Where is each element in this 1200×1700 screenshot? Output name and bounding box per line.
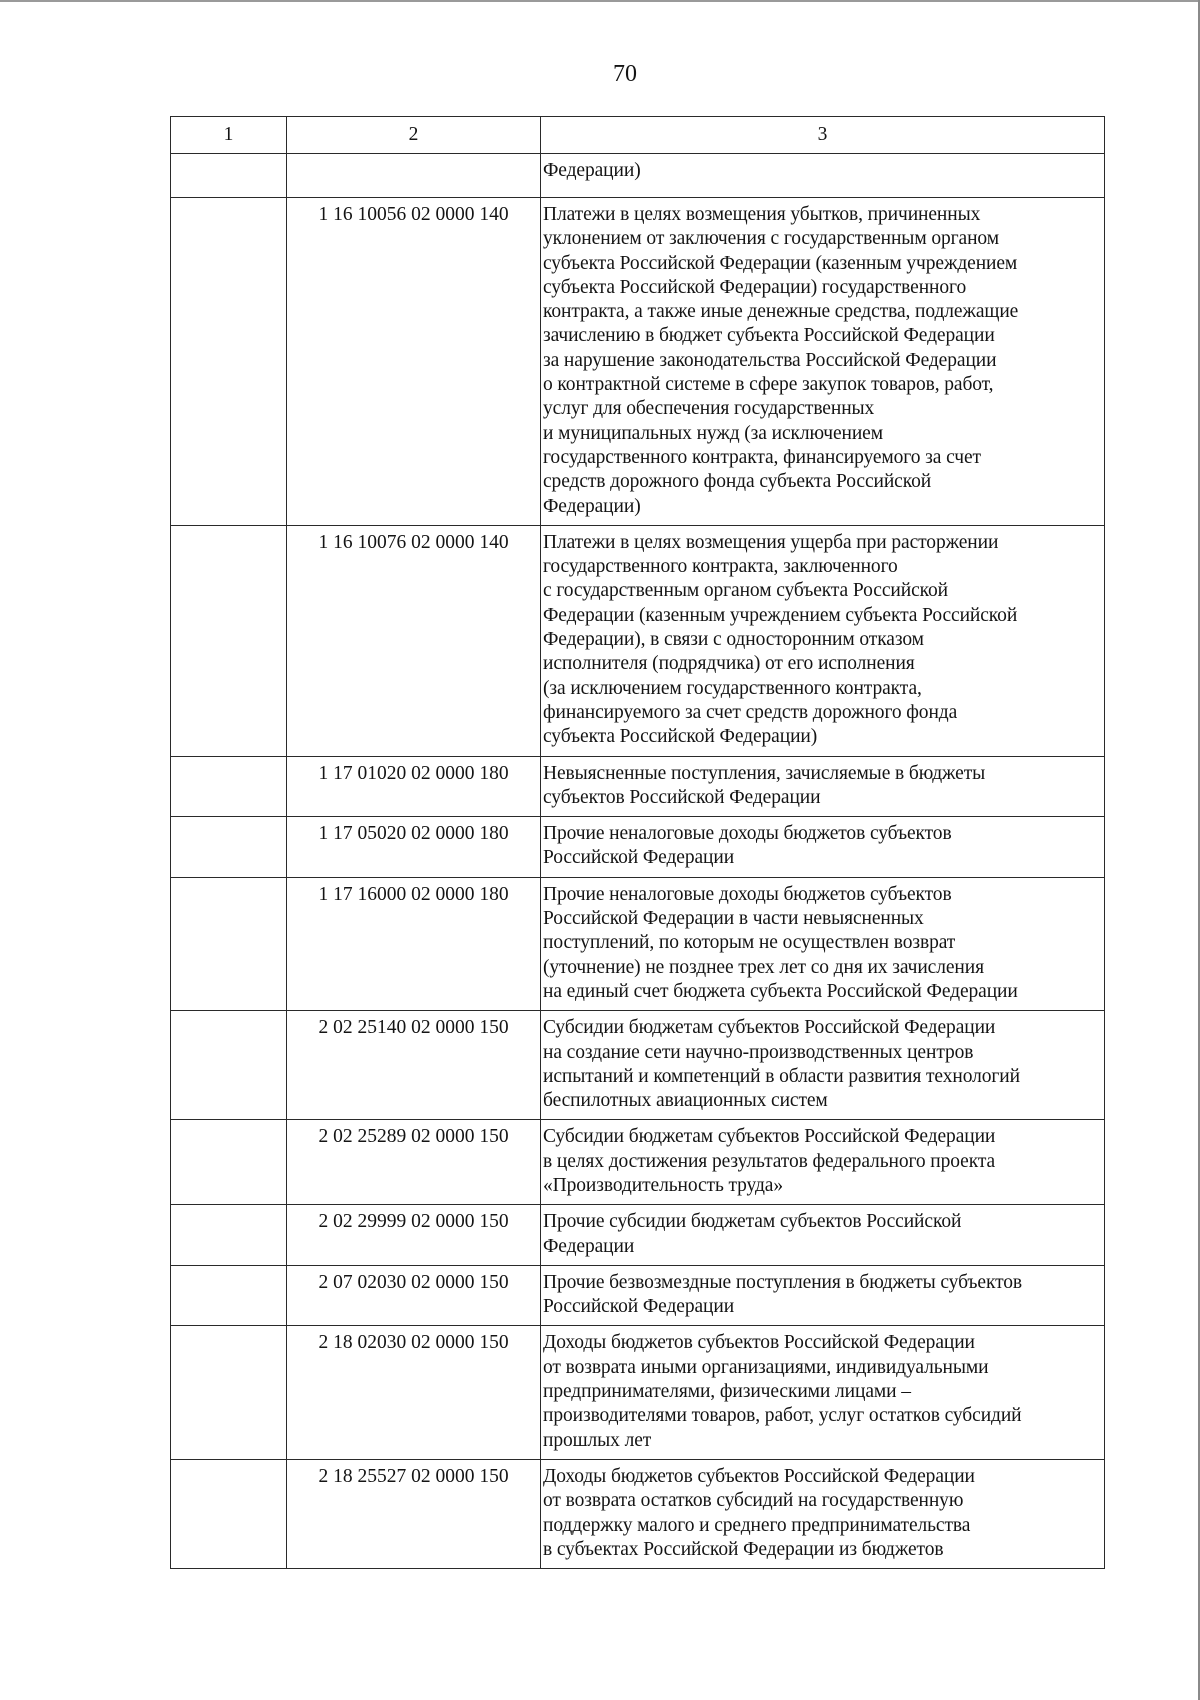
- table-cell-empty: [171, 756, 287, 817]
- continuation-row: [171, 154, 1105, 198]
- table-row: [171, 1459, 1105, 1568]
- table-row: [171, 1205, 1105, 1266]
- table-row: [171, 877, 1105, 1010]
- description-cell: Невыясненные поступления, зачисляемые в бюджеты субъектов Российской Федерации: [541, 756, 1105, 817]
- table-cell-empty: [171, 198, 287, 526]
- budget-codes-table: [170, 116, 1105, 1569]
- table-row: [171, 198, 1105, 526]
- page-number: 70: [613, 61, 637, 87]
- column-header-2: 2: [287, 117, 541, 154]
- table-row: [171, 525, 1105, 756]
- table-header-row: [171, 117, 1105, 154]
- description-cell: Платежи в целях возмещения ущерба при расторжении государственного контракта, заключенного с государственным органом субъекта Российской Федерации (казенным учреждением субъекта Российской Федерации), в связи с односторонним отказом исполнителя (подрядчика) от его исполнения (за исключением государственного контракта, финансируемого за счет средств дорожного фонда субъекта Российской Федерации): [541, 525, 1105, 756]
- budget-code-cell: 2 07 02030 02 0000 150: [287, 1265, 541, 1326]
- budget-code-cell: 1 16 10076 02 0000 140: [287, 525, 541, 756]
- table-cell-empty: [171, 154, 287, 198]
- description-cell: Прочие неналоговые доходы бюджетов субъектов Российской Федерации в части невыясненных поступлений, по которым не осуществлен возврат (уточнение) не позднее трех лет со дня их зачисления на единый счет бюджета субъекта Российской Федерации: [541, 877, 1105, 1010]
- table-row: [171, 1265, 1105, 1326]
- description-cell: Платежи в целях возмещения убытков, причиненных уклонением от заключения с государственным органом субъекта Российской Федерации (казенным учреждением субъекта Российской Федерации) государственного контракта, а также иные денежные средства, подлежащие зачислению в бюджет субъекта Российской Федерации за нарушение законодательства Российской Федерации о контрактной системе в сфере закупок товаров, работ, услуг для обеспечения государственных и муниципальных нужд (за исключением государственного контракта, финансируемого за счет средств дорожного фонда субъекта Российской Федерации): [541, 198, 1105, 526]
- table-cell-empty: [171, 1120, 287, 1205]
- budget-code-cell: 2 18 02030 02 0000 150: [287, 1326, 541, 1459]
- budget-code-cell: 2 02 25140 02 0000 150: [287, 1011, 541, 1120]
- table-cell-empty: [171, 525, 287, 756]
- table-cell-empty: [171, 1459, 287, 1568]
- description-cell: Прочие безвозмездные поступления в бюджеты субъектов Российской Федерации: [541, 1265, 1105, 1326]
- description-cell: Доходы бюджетов субъектов Российской Федерации от возврата остатков субсидий на государственную поддержку малого и среднего предпринимательства в субъектах Российской Федерации из бюджетов: [541, 1459, 1105, 1568]
- table-cell-empty: [287, 154, 541, 198]
- continuation-description: Федерации): [541, 154, 1105, 198]
- budget-code-cell: 1 17 16000 02 0000 180: [287, 877, 541, 1010]
- table-cell-empty: [171, 1011, 287, 1120]
- budget-code-cell: 1 17 01020 02 0000 180: [287, 756, 541, 817]
- table-row: [171, 756, 1105, 817]
- table-cell-empty: [171, 877, 287, 1010]
- table-cell-empty: [171, 817, 287, 878]
- column-header-3: 3: [541, 117, 1105, 154]
- description-cell: Прочие субсидии бюджетам субъектов Российской Федерации: [541, 1205, 1105, 1266]
- table-row: [171, 1011, 1105, 1120]
- description-cell: Субсидии бюджетам субъектов Российской Федерации в целях достижения результатов федерального проекта «Производительность труда»: [541, 1120, 1105, 1205]
- description-cell: Прочие неналоговые доходы бюджетов субъектов Российской Федерации: [541, 817, 1105, 878]
- scan-top-edge: [0, 0, 1200, 2]
- table-cell-empty: [171, 1205, 287, 1266]
- table-cell-empty: [171, 1326, 287, 1459]
- budget-code-cell: 1 17 05020 02 0000 180: [287, 817, 541, 878]
- budget-code-cell: 2 02 25289 02 0000 150: [287, 1120, 541, 1205]
- budget-code-cell: 2 02 29999 02 0000 150: [287, 1205, 541, 1266]
- table-cell-empty: [171, 1265, 287, 1326]
- budget-code-cell: 1 16 10056 02 0000 140: [287, 198, 541, 526]
- table-body: [171, 154, 1105, 1569]
- table-row: [171, 1120, 1105, 1205]
- description-cell: Субсидии бюджетам субъектов Российской Федерации на создание сети научно-производственных центров испытаний и компетенций в области развития технологий беспилотных авиационных систем: [541, 1011, 1105, 1120]
- column-header-1: 1: [171, 117, 287, 154]
- table-row: [171, 1326, 1105, 1459]
- table-row: [171, 817, 1105, 878]
- budget-code-cell: 2 18 25527 02 0000 150: [287, 1459, 541, 1568]
- description-cell: Доходы бюджетов субъектов Российской Федерации от возврата иными организациями, индивидуальными предпринимателями, физическими лицами – производителями товаров, работ, услуг остатков субсидий прошлых лет: [541, 1326, 1105, 1459]
